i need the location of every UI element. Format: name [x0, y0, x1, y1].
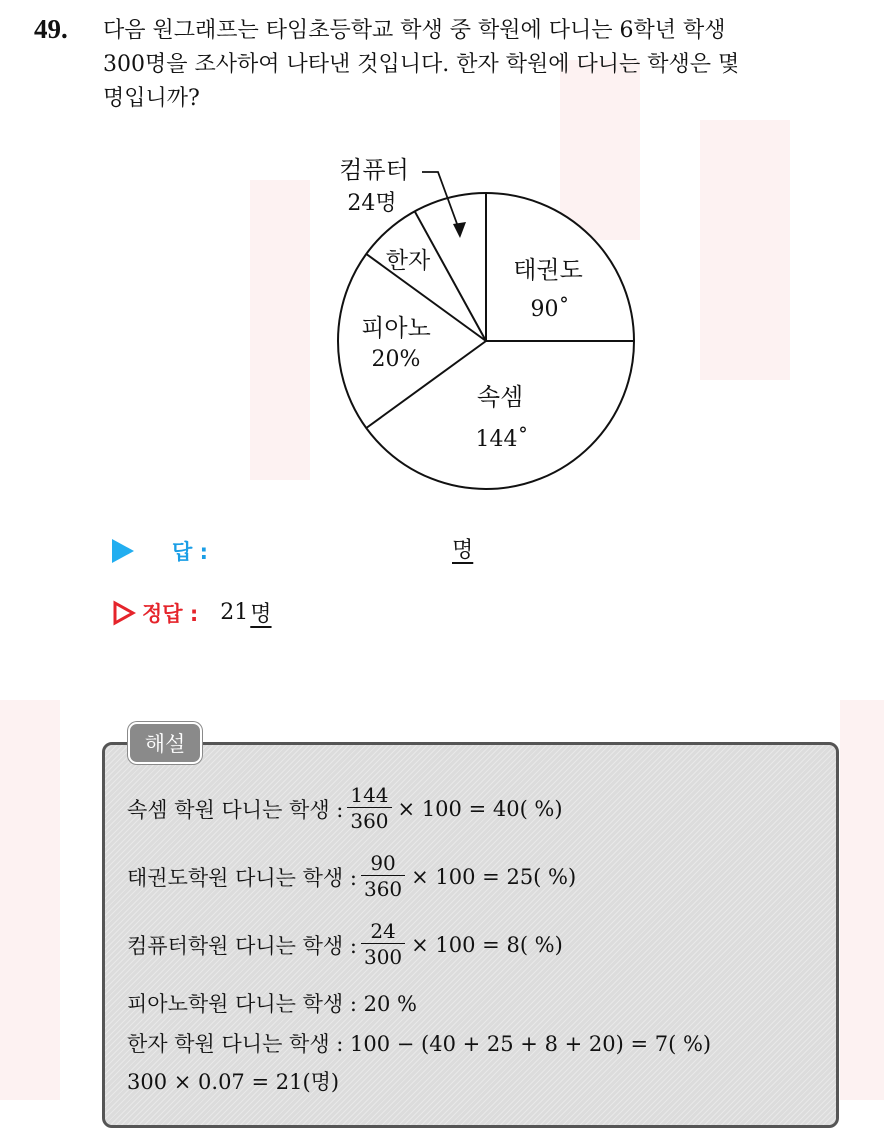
- slice-value-taekwondo: 90˚: [530, 297, 570, 322]
- question-line: 300명을 조사하여 나타낸 것입니다. 한자 학원에 다니는 학생은 몇: [103, 52, 740, 77]
- explanation-suffix: × 100 = 8( %): [411, 932, 563, 957]
- watermark-block: [840, 700, 884, 1100]
- fraction: [347, 783, 391, 834]
- explanation-suffix: × 100 = 40( %): [397, 796, 563, 821]
- explanation-prefix: 태권도학원 다니는 학생 :: [127, 865, 357, 890]
- fraction-numerator: 144: [350, 783, 389, 807]
- correct-answer-value: 21: [220, 600, 249, 625]
- slice-label-computer: 컴퓨터: [339, 156, 409, 184]
- slice-value-piano: 20%: [371, 347, 421, 372]
- correct-answer-row: [112, 597, 272, 628]
- fraction-denominator: 360: [347, 807, 391, 834]
- pie-chart: [300, 150, 660, 490]
- slice-label-hanja: 한자: [385, 248, 431, 274]
- question-line: 다음 원그래프는 타임초등학교 학생 중 학원에 다니는 6학년 학생: [103, 18, 726, 43]
- slice-label-sokseam: 속셈: [476, 383, 524, 411]
- explanation-line: [127, 783, 563, 834]
- fraction-numerator: 90: [370, 851, 396, 875]
- slice-value-computer: 24명: [347, 191, 397, 216]
- question-number: 49.: [34, 14, 68, 44]
- correct-answer-label: 정답 :: [142, 601, 199, 626]
- fraction: [361, 851, 405, 902]
- explanation-tab: 해설: [128, 722, 202, 764]
- explanation-suffix: × 100 = 25( %): [411, 864, 577, 889]
- fraction-denominator: 360: [361, 875, 405, 902]
- answer-row: [112, 536, 208, 566]
- correct-answer-unit: 명: [250, 602, 272, 627]
- watermark-block: [0, 700, 60, 1100]
- fraction-numerator: 24: [370, 919, 396, 943]
- slice-label-taekwondo: 태권도: [513, 256, 583, 284]
- fraction-denominator: 300: [361, 943, 405, 970]
- explanation-prefix: 컴퓨터학원 다니는 학생 :: [127, 933, 357, 958]
- explanation-prefix: 속셈 학원 다니는 학생 :: [127, 797, 344, 822]
- answer-label: 답 :: [172, 540, 208, 564]
- slice-value-sokseam: 144˚: [475, 427, 529, 452]
- answer-unit: 명: [452, 538, 474, 563]
- play-arrow-icon: [112, 539, 134, 563]
- slice-label-piano: 피아노: [361, 314, 431, 342]
- explanation-line: 피아노학원 다니는 학생 : 20 %: [127, 992, 417, 1016]
- question-line: 명입니까?: [103, 86, 200, 111]
- question-text: [103, 14, 863, 116]
- explanation-line: 한자 학원 다니는 학생 : 100 − (40 + 25 + 8 + 20) = 7( %): [127, 1032, 712, 1056]
- fraction: [361, 919, 405, 970]
- explanation-line: [127, 851, 576, 902]
- watermark-block: [700, 120, 790, 380]
- explanation-line: 300 × 0.07 = 21(명): [127, 1070, 340, 1094]
- outline-play-arrow-icon: [112, 600, 136, 626]
- explanation-line: [127, 919, 563, 970]
